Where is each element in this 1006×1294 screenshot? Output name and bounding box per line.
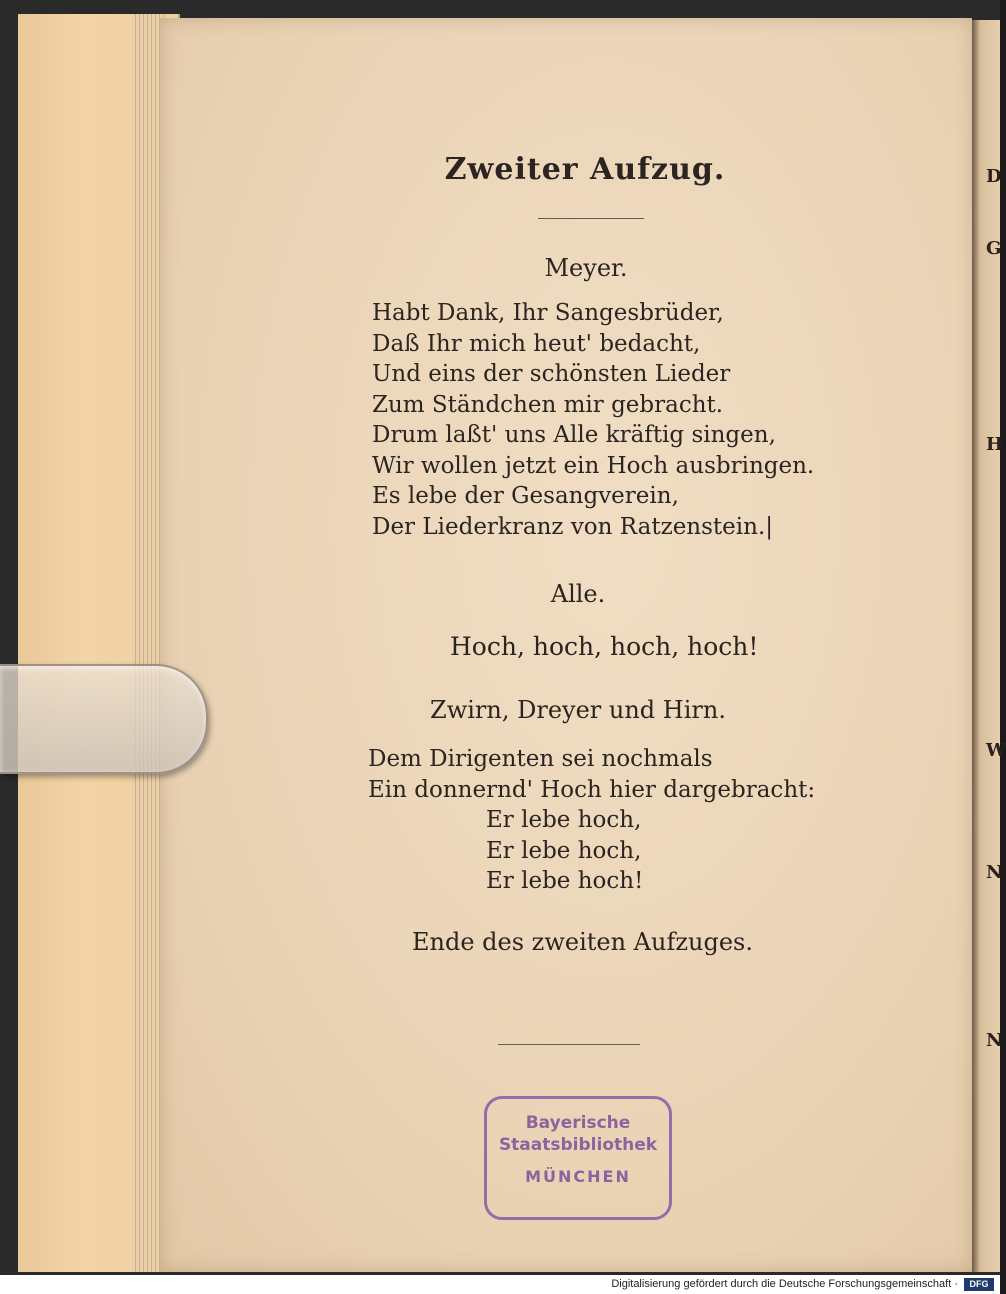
title-divider — [538, 218, 644, 219]
verse-line: Ein donnernd' Hoch hier dargebracht: — [368, 776, 816, 803]
adjacent-page-letter: G — [986, 238, 1002, 259]
speaker-name: Zwirn, Dreyer und Hirn. — [430, 696, 726, 724]
verse-block — [368, 744, 815, 897]
speaker-name: Meyer. — [544, 254, 628, 282]
verse-line: Er lebe hoch, — [486, 807, 642, 833]
act-ending: Ende des zweiten Aufzuges. — [412, 928, 753, 956]
verse-block — [372, 298, 814, 542]
adjacent-page-letter: D — [986, 166, 1002, 187]
adjacent-page-letter: N — [986, 1030, 1003, 1051]
stamp-text: MÜNCHEN — [525, 1167, 631, 1186]
speaker-name: Alle. — [550, 580, 606, 608]
verse-line: Es lebe der Gesangverein, — [372, 483, 679, 509]
footer-credit: Digitalisierung gefördert durch die Deutsche Forschungsgemeinschaft · — [611, 1278, 958, 1290]
page-holder-clip — [0, 664, 208, 774]
verse-line: Wir wollen jetzt ein Hoch ausbringen. — [372, 452, 815, 479]
footer-bar — [0, 1275, 1000, 1294]
dfg-logo: DFG — [964, 1278, 994, 1291]
verse-line: Er lebe hoch, — [486, 837, 642, 864]
verse-line: Der Liederkranz von Ratzenstein.| — [372, 513, 774, 540]
chorus-line: Hoch, hoch, hoch, hoch! — [450, 632, 759, 661]
adjacent-page-edge — [972, 20, 1003, 1272]
verse-line: Dem Dirigenten sei nochmals — [368, 746, 713, 772]
verse-line: Er lebe hoch! — [486, 868, 644, 894]
verse-line: Habt Dank, Ihr Sangesbrüder, — [372, 300, 724, 326]
act-title: Zweiter Aufzug. — [444, 152, 726, 187]
library-stamp — [484, 1096, 672, 1220]
stamp-text: Staatsbibliothek — [498, 1135, 658, 1155]
adjacent-page-letter: H — [986, 434, 1004, 455]
stamp-text: Bayerische — [525, 1113, 631, 1133]
adjacent-page-letter: W — [986, 740, 1006, 761]
end-divider — [498, 1044, 640, 1045]
verse-line: Zum Ständchen mir gebracht. — [372, 391, 724, 418]
adjacent-page-letter: N — [986, 862, 1003, 883]
verse-line: Drum laßt' uns Alle kräftig singen, — [372, 422, 776, 448]
verse-line: Daß Ihr mich heut' bedacht, — [372, 330, 701, 357]
verse-line: Und eins der schönsten Lieder — [372, 361, 731, 387]
